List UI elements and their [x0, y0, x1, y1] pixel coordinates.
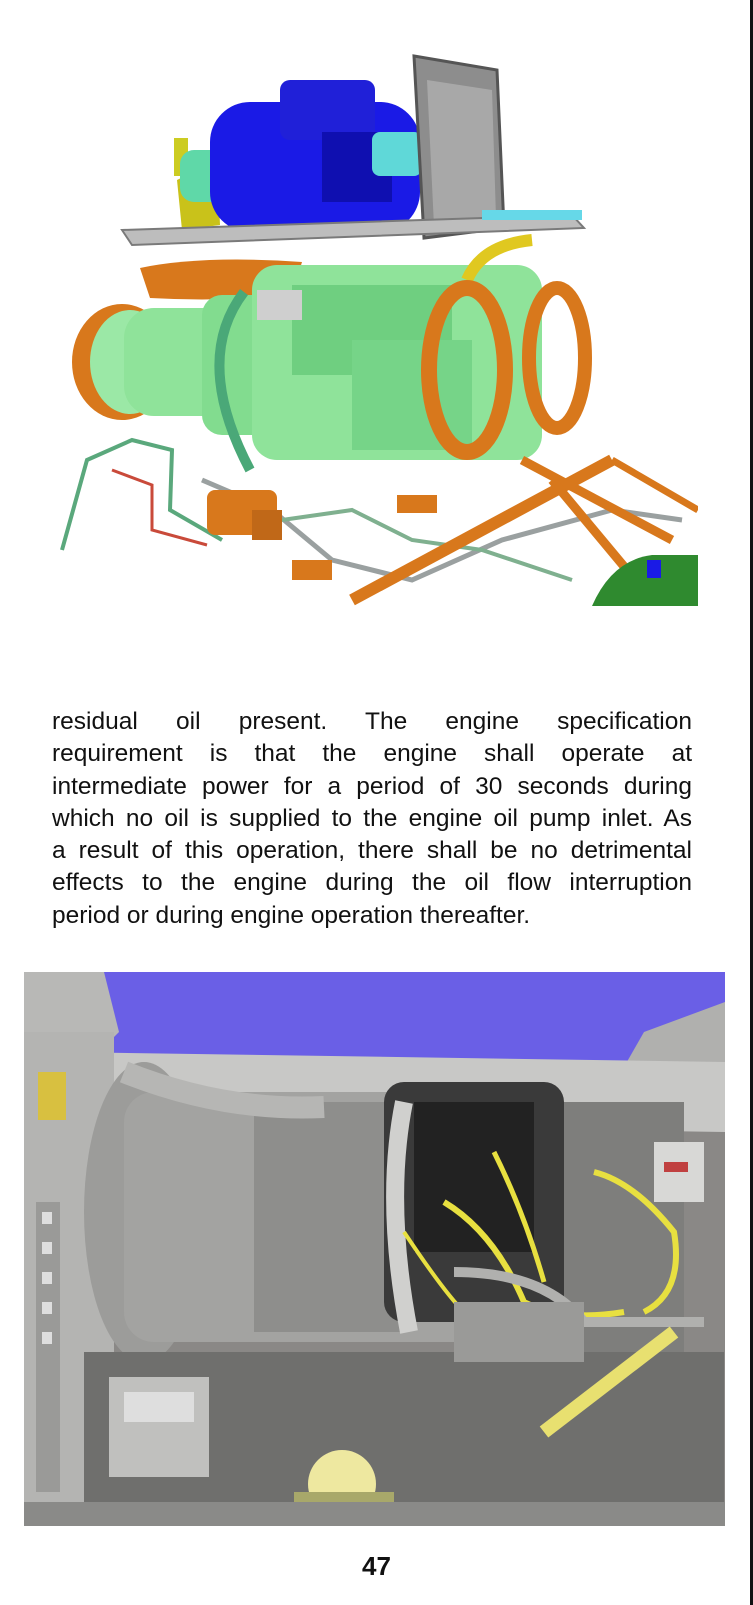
paragraph-line: residual oil present. The engine specification: [52, 708, 692, 735]
paragraph-line: requirement is that the engine shall operate at: [52, 740, 692, 768]
engine-installation-photo: [24, 972, 725, 1526]
page-number: 47: [362, 1551, 391, 1581]
paragraph-line: a result of this operation, there shall be no detrimental: [52, 837, 692, 865]
paragraph-line: period or during engine operation thereafter.: [52, 901, 531, 929]
paragraph-line: effects to the engine during the oil flow interruption: [52, 869, 692, 897]
body-paragraph: [52, 706, 692, 932]
paragraph-line: intermediate power for a period of 30 seconds during: [52, 772, 692, 800]
paragraph-line: which no oil is supplied to the engine oil pump inlet. As: [52, 804, 692, 832]
engine-cad-illustration: [52, 40, 698, 606]
